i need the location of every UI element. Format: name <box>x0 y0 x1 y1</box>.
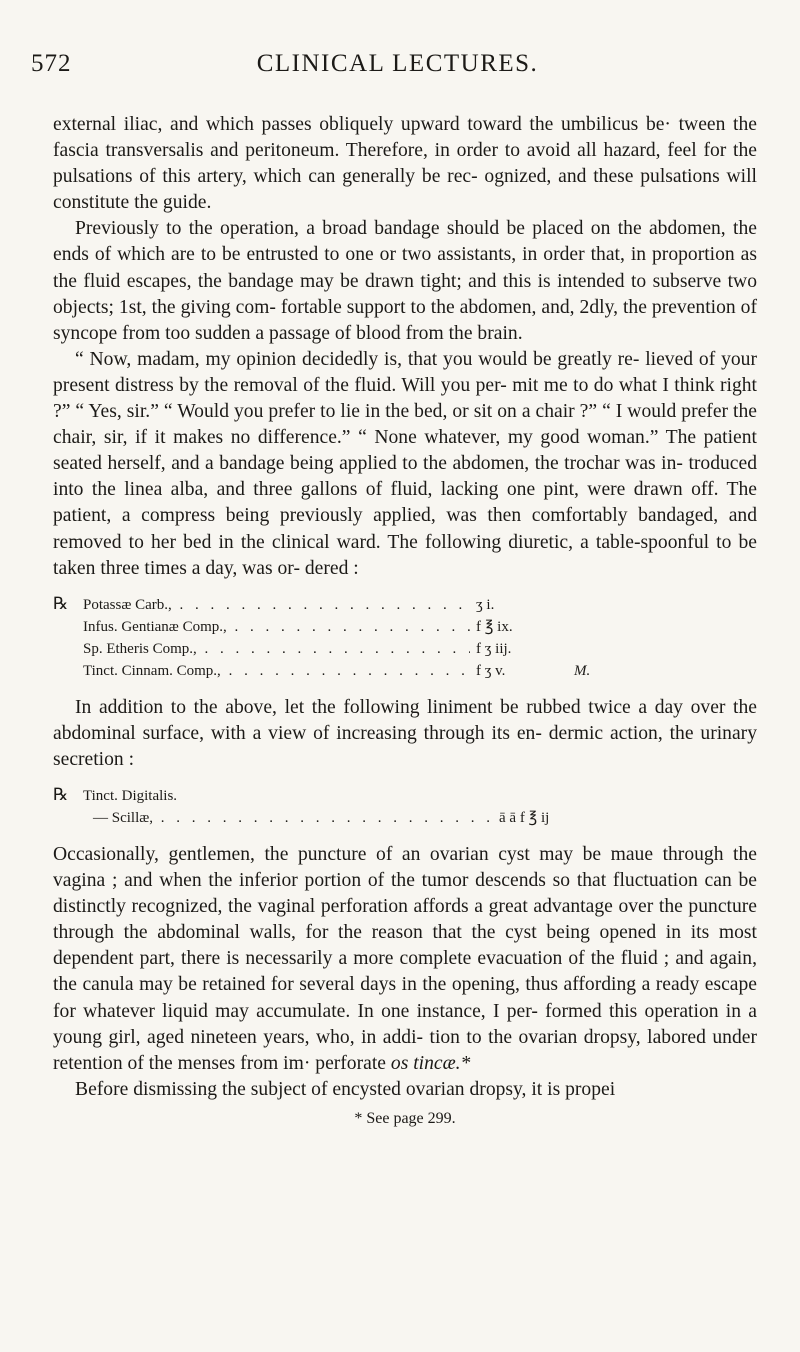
ingredient-name: Potassæ Carb., . . . <box>83 594 470 616</box>
rx-line <box>53 660 757 682</box>
paragraph-5-text: Occasionally, gentlemen, the puncture of an ovarian cyst may be maue through the vagina ; and when the inferior portion of the tumor descends so that fluctuation can be distinctly recognized, the vaginal perforation affords a great advantage over the puncture through the abdominal walls, for the reason that the cyst being opened in its most dependent part, there is necessarily a more complete evacuation of the fluid ; and again, the canula may be retained for several days in the opening, thus affording a ready escape for whatever liquid may accumulate. In one instance, I per- formed this operation in a young girl, aged nineteen years, who, in addi- tion to the ovarian dropsy, labored under retention of the menses from im· perforate <box>53 843 757 1074</box>
ingredient-dose: f ℥ ix. <box>476 618 513 635</box>
ingredient-dose: ā ā f ℥ ij <box>499 809 550 826</box>
page-number: 572 <box>31 50 72 77</box>
rx-line <box>53 807 757 829</box>
ingredient-name: — Scillæ, . . . <box>83 807 493 829</box>
paragraph-3: “ Now, madam, my opinion decidedly is, that you would be greatly re- lieved of your present distress by the removal of the fluid. Will you per- mit me to do what I think right ?” “ Yes, sir.” “ Would you prefer to lie in the bed, or sit on a chair ?” “ I would prefer the chair, sir, if it makes no difference.” “ None whatever, my good woman.” The patient seated herself, and a bandage being applied to the abdomen, the trochar was in- troduced into the linea alba, and three gallons of fluid, lacking one pint, were drawn off. The patient, a compress being previously applied, was then comfortably bandaged, and removed to her bed in the clinical ward. The following diuretic, a table-spoonful to be taken three times a day, was or- dered : <box>53 348 757 579</box>
prescription-liniment <box>53 784 757 829</box>
page-header <box>31 50 764 78</box>
rx-line <box>53 616 757 638</box>
rx-line <box>53 784 757 807</box>
rx-line <box>53 638 757 660</box>
rx-signature: M. <box>574 662 591 679</box>
footnote-reference: os tincæ.* <box>390 1052 471 1074</box>
paragraph-4: In addition to the above, let the following liniment be rubbed twice a day over the abdominal surface, with a view of increasing through its en- dermic action, the urinary secretion : <box>53 696 757 770</box>
recipe-symbol: ℞ <box>53 593 69 613</box>
ingredient-name: Tinct. Cinnam. Comp., . . . <box>83 660 470 682</box>
running-head: CLINICAL LECTURES. <box>256 50 539 77</box>
ingredient-dose: ʒ i. <box>476 596 495 613</box>
footnote: * See page 299. <box>354 1109 456 1127</box>
recipe-symbol: ℞ <box>53 784 69 804</box>
ingredient-name: Infus. Gentianæ Comp., . . . <box>83 616 470 638</box>
paragraph-2: Previously to the operation, a broad bandage should be placed on the abdomen, the ends of which are to be entrusted to one or two assistants, in order that, in proportion as the fluid escapes, the bandage may be drawn tight; and this is intended to subserve two objects; 1st, the giving com- fortable support to the abdomen, and, 2dly, the prevention of syncope from too sudden a passage of blood from the brain. <box>53 218 757 344</box>
rx-line <box>53 593 757 616</box>
paragraph-6: Before dismissing the subject of encysted ovarian dropsy, it is propei <box>75 1078 616 1100</box>
ingredient-dose: f ʒ v. <box>476 662 506 679</box>
ingredient-name: Sp. Etheris Comp., . . . <box>83 638 470 660</box>
paragraph-5 <box>53 842 757 1077</box>
page-body <box>53 112 757 1132</box>
paragraph-1: external iliac, and which passes obliquely upward toward the umbilicus be· tween the fascia transversalis and peritoneum. Therefore, in order to avoid all hazard, feel for the pulsations of this artery, which can generally be rec- ognized, and these pulsations will constitute the guide. <box>53 114 757 214</box>
ingredient-name: Tinct. Digitalis. <box>83 787 178 804</box>
prescription-diuretic <box>53 593 757 682</box>
ingredient-dose: f ʒ iij. <box>476 640 512 657</box>
